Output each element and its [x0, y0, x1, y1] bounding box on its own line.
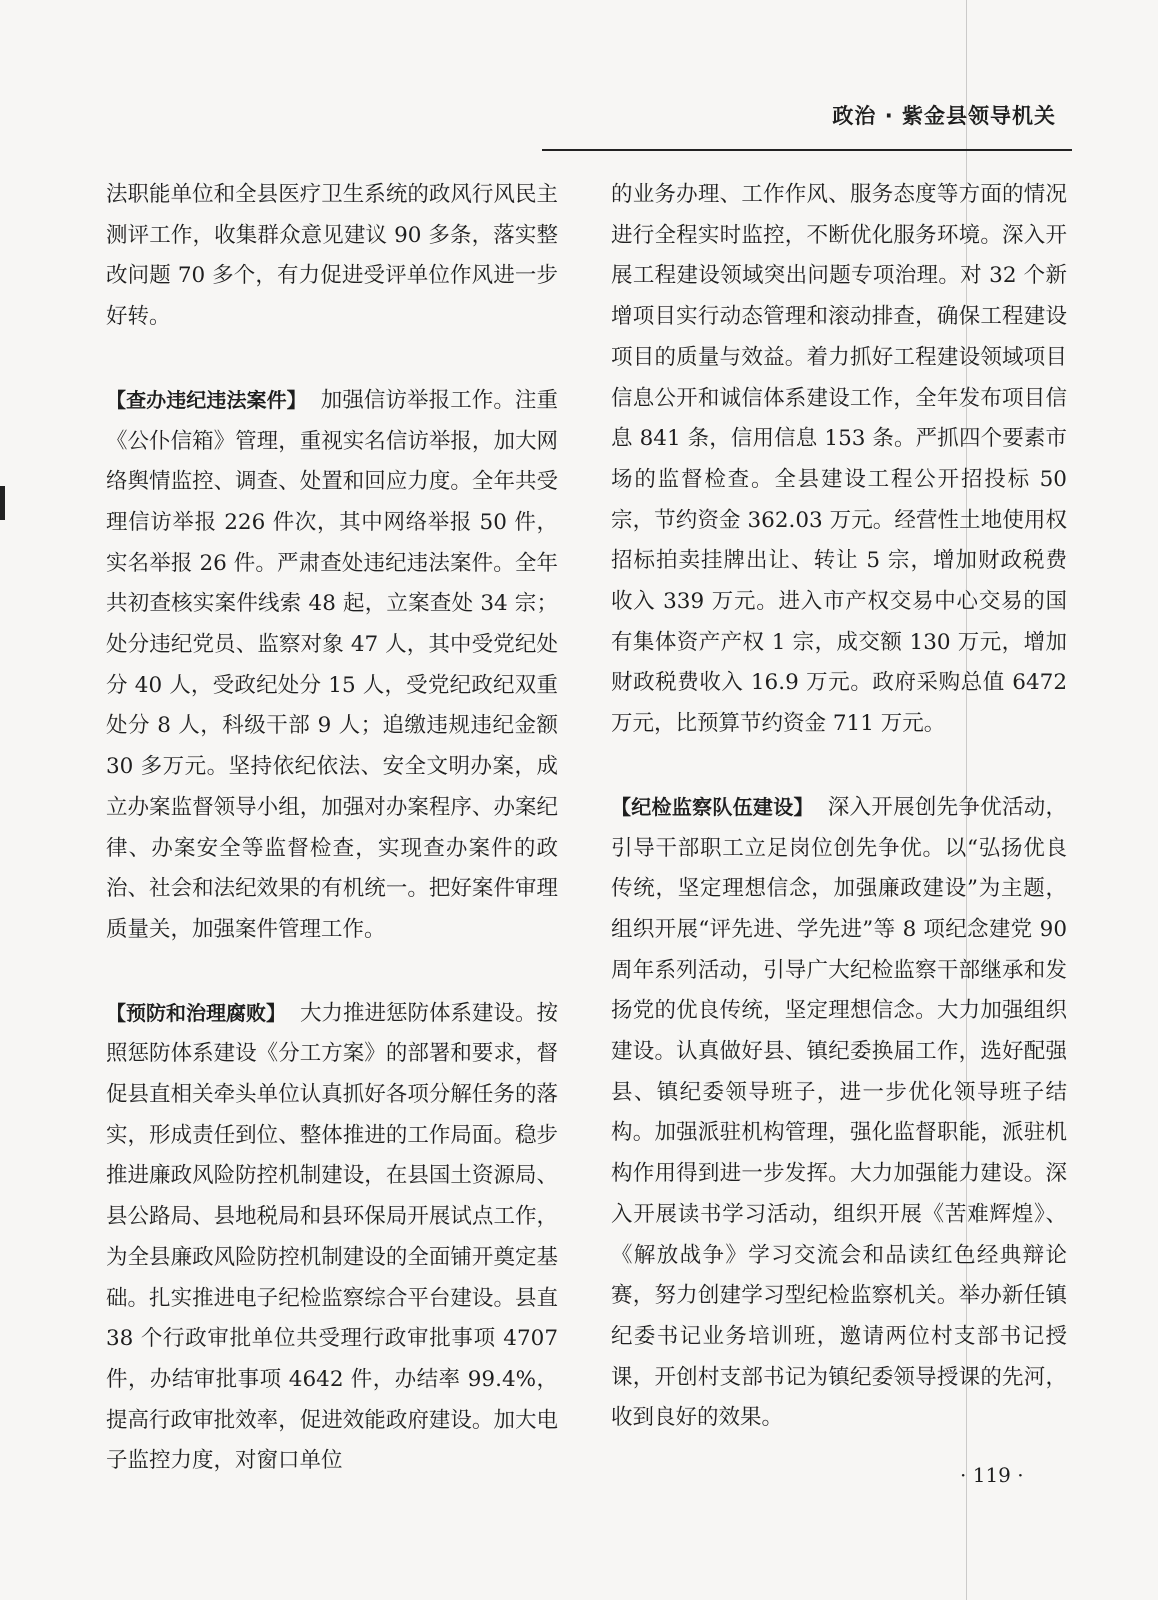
running-header: 政治 · 紫金县领导机关: [832, 104, 1056, 128]
section-heading: 【预防和治理腐败】: [106, 1000, 286, 1025]
paragraph-continued: 法职能单位和全县医疗卫生系统的政风行风民主测评工作，收集群众意见建议 90 多条，落实整改问题 70 多个，有力促进受评单位作风进一步好转。: [106, 182, 558, 330]
section-heading: 【查办违纪违法案件】: [106, 387, 307, 412]
section-corruption-prevention: [106, 993, 558, 1482]
scan-edge-mark: [0, 486, 5, 520]
section-text: 大力推进惩防体系建设。按照惩防体系建设《分工方案》的部署和要求，督促县直相关牵头单位认真抓好各项分解任务的落实，形成责任到位、整体推进的工作局面。稳步推进廉政风险防控机制建设，在县国土资源局、县公路局、县地税局和县环保局开展试点工作，为全县廉政风险防控机制建设的全面铺开奠定基础。扎实推进电子纪检监察综合平台建设。县直 38 个行政审批单位共受理行政审批事项 4707 件，办结审批事项 4642 件，办结率 99.4%，提高行政审批效率，促进效能政府建设。加大电子监控力度，对窗口单位: [106, 1000, 559, 1474]
section-team-building: [611, 787, 1067, 1439]
header-rule: [542, 149, 1072, 151]
page-number: · 119 ·: [960, 1463, 1024, 1487]
section-heading: 【纪检监察队伍建设】: [611, 794, 814, 819]
right-column: [611, 175, 1067, 1439]
paragraph-continued: 的业务办理、工作作风、服务态度等方面的情况进行全程实时监控，不断优化服务环境。深入开展工程建设领域突出问题专项治理。对 32 个新增项目实行动态管理和滚动排查，确保工程建设项目的质量与效益。着力抓好工程建设领域项目信息公开和诚信体系建设工作，全年发布项目信息 841 条，信用信息 153 条。严抓四个要素市场的监督检查。全县建设工程公开招投标 50 宗，节约资金 362.03 万元。经营性土地使用权招标拍卖挂牌出让、转让 5 宗，增加财政税费收入 339 万元。进入市产权交易中心交易的国有集体资产产权 1 宗，成交额 130 万元，增加财政税费收入 16.9 万元。政府采购总值 6472 万元，比预算节约资金 711 万元。: [611, 182, 1067, 737]
section-case-investigation: [106, 380, 558, 951]
section-text: 加强信访举报工作。注重《公仆信箱》管理，重视实名信访举报，加大网络舆情监控、调查、处置和回应力度。全年共受理信访举报 226 件次，其中网络举报 50 件，实名举报 26 件。严肃查处违纪违法案件。全年共初查核实案件线索 48 起，立案查处 34 宗；处分违纪党员、监察对象 47 人，其中受党纪处分 40 人，受政纪处分 15 人，受党纪政纪双重处分 8 人，科级干部 9 人；追缴违规违纪金额 30 多万元。坚持依纪依法、安全文明办案，成立办案监督领导小组，加强对办案程序、办案纪律、办案安全等监督检查，实现查办案件的政治、社会和法纪效果的有机统一。把好案件审理质量关，加强案件管理工作。: [106, 387, 558, 942]
left-column: [106, 175, 558, 1482]
section-text: 深入开展创先争优活动，引导干部职工立足岗位创先争优。以“弘扬优良传统，坚定理想信念，加强廉政建设”为主题，组织开展“评先进、学先进”等 8 项纪念建党 90 周年系列活动，引导广大纪检监察干部继承和发扬党的优良传统，坚定理想信念。大力加强组织建设。认真做好县、镇纪委换届工作，选好配强县、镇纪委领导班子，进一步优化领导班子结构。加强派驻机构管理，强化监督职能，派驻机构作用得到进一步发挥。大力加强能力建设。深入开展读书学习活动，组织开展《苦难辉煌》、《解放战争》学习交流会和品读红色经典辩论赛，努力创建学习型纪检监察机关。举办新任镇纪委书记业务培训班，邀请两位村支部书记授课，开创村支部书记为镇纪委领导授课的先河，收到良好的效果。: [611, 794, 1067, 1431]
